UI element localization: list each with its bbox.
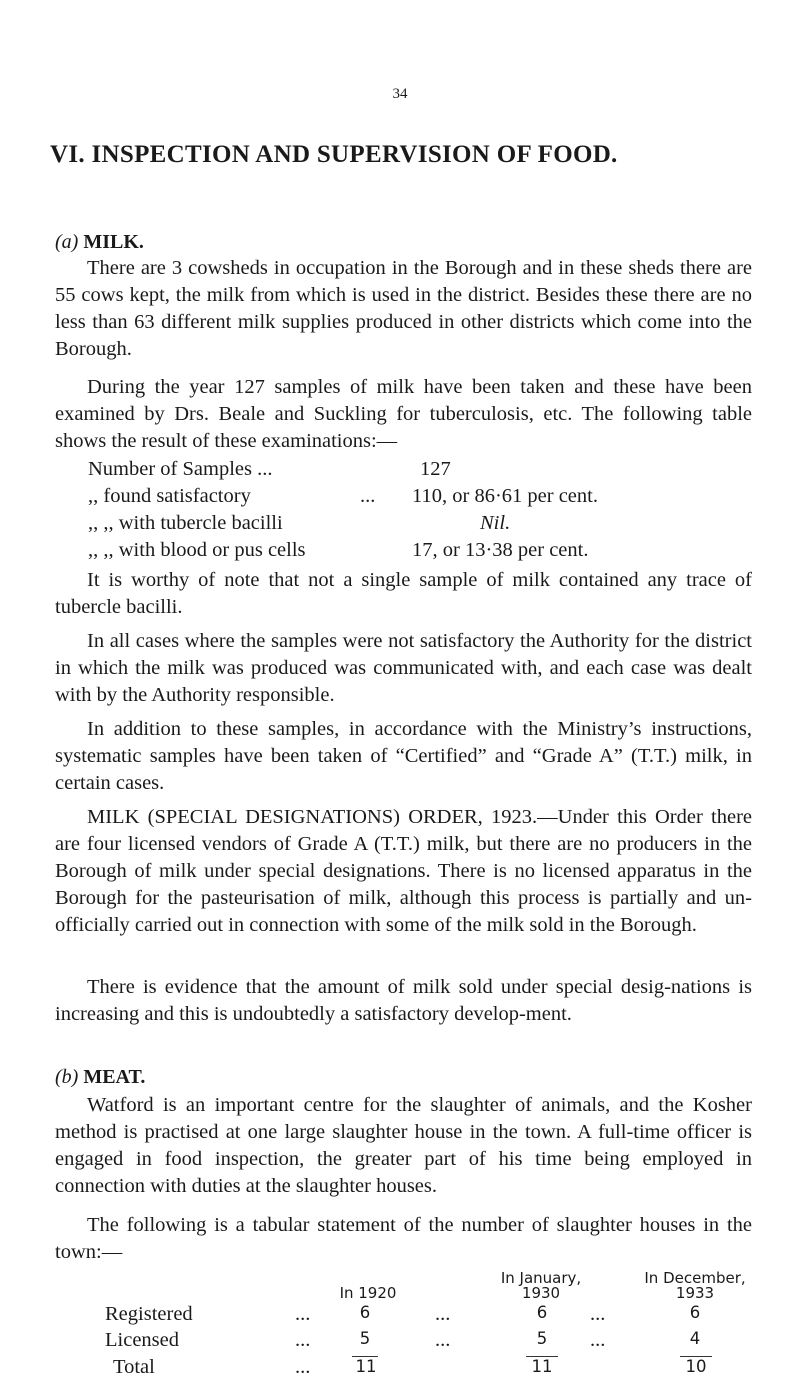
paragraph-tabular: The following is a tabular statement of the number of slaughter houses in the town:— — [55, 1214, 752, 1263]
column-header: 1933 — [675, 1284, 715, 1302]
cell: 5 — [536, 1329, 548, 1348]
paragraph-samples: During the year 127 samples of milk have been taken and these have been examined by Drs. Beale and Suckling for tuberculosis, etc. The following table shows the result of these examinations:— — [55, 376, 752, 452]
table-total-row — [0, 1356, 800, 1383]
cell: 5 — [359, 1329, 371, 1348]
stat-row-samples — [0, 458, 800, 485]
paragraph-designations-order: MILK (SPECIAL DESIGNATIONS) ORDER, 1923.—Under this Order there are four licensed vendors of Grade A (T.T.) milk, but there are no producers in the Borough of milk under special designations. There is no licensed apparatus in the Borough for the pasteurisation of milk, although this process is partially and un-officially carried out in connection with some of the milk sold in the Borough. — [55, 806, 752, 936]
row-label: Licensed — [105, 1329, 179, 1351]
stat-dots: ... — [360, 485, 376, 507]
column-header: In 1920 — [339, 1284, 397, 1302]
subsection-title: MILK. — [83, 231, 144, 253]
row-dots: ... — [435, 1329, 451, 1351]
stat-row-satisfactory — [0, 485, 800, 512]
stat-value: 110, or 86·61 per cent. — [412, 485, 598, 507]
cell: 10 — [685, 1357, 707, 1376]
row-dots: ... — [435, 1303, 451, 1325]
cell: 4 — [689, 1329, 701, 1348]
row-label: Total — [113, 1356, 155, 1378]
stat-label: ,, ,, with tubercle bacilli — [88, 512, 283, 534]
subsection-title: MEAT. — [83, 1066, 146, 1088]
paragraph-authority: In all cases where the samples were not satisfactory the Authority for the district in which the milk was produced was communicated with, and each case was dealt with by the Authority responsible. — [55, 630, 752, 706]
page-number: 34 — [392, 86, 408, 102]
subsection-letter: (a) — [55, 231, 79, 253]
row-dots: ... — [590, 1303, 606, 1325]
stat-label: ,, ,, with blood or pus cells — [88, 539, 306, 561]
row-dots: ... — [295, 1356, 311, 1378]
paragraph-certified: In addition to these samples, in accordance with the Ministry’s instructions, systematic samples have been taken of “Certified” and “Grade A” (T.T.) milk, in certain cases. — [55, 718, 752, 794]
column-header: In January, — [500, 1269, 582, 1287]
stat-value: 127 — [420, 458, 451, 480]
row-dots: ... — [295, 1303, 311, 1325]
paragraph-no-tubercle: It is worthy of note that not a single sample of milk contained any trace of tubercle bacilli. — [55, 569, 752, 618]
subsection-milk-heading — [55, 231, 144, 254]
cell: 6 — [536, 1303, 548, 1322]
stat-label: Number of Samples ... — [88, 458, 273, 480]
cell: 6 — [359, 1303, 371, 1322]
stat-value: Nil. — [480, 512, 511, 534]
subsection-letter: (b) — [55, 1066, 79, 1088]
row-dots: ... — [295, 1329, 311, 1351]
column-header: In December, — [644, 1269, 746, 1287]
section-title: VI. INSPECTION AND SUPERVISION OF FOOD. — [50, 141, 618, 168]
subsection-meat-heading — [55, 1066, 145, 1089]
paragraph-cowsheds: There are 3 cowsheds in occupation in the Borough and in these sheds there are 55 cows kept, the milk from which is used in the district. Besides these there are no less than 63 different milk supplies produced in other districts which come into the Borough. — [55, 257, 752, 360]
row-label: Registered — [105, 1303, 193, 1325]
paragraph-evidence: There is evidence that the amount of milk sold under special desig-nations is increasing and this is undoubtedly a satisfactory develop-ment. — [55, 976, 752, 1025]
cell: 11 — [531, 1357, 553, 1376]
row-dots: ... — [590, 1329, 606, 1351]
cell: 6 — [689, 1303, 701, 1322]
stat-value: 17, or 13·38 per cent. — [412, 539, 589, 561]
stat-label: ,, found satisfactory — [88, 485, 251, 507]
column-header: 1930 — [521, 1284, 561, 1302]
paragraph-watford: Watford is an important centre for the slaughter of animals, and the Kosher method is practised at one large slaughter house in the town. A full-time officer is engaged in food inspection, the greater part of his time being employed in connection with duties at the slaughter houses. — [55, 1094, 752, 1197]
stat-row-blood-pus — [0, 539, 800, 566]
cell: 11 — [355, 1357, 377, 1376]
stat-row-tubercle — [0, 512, 800, 539]
